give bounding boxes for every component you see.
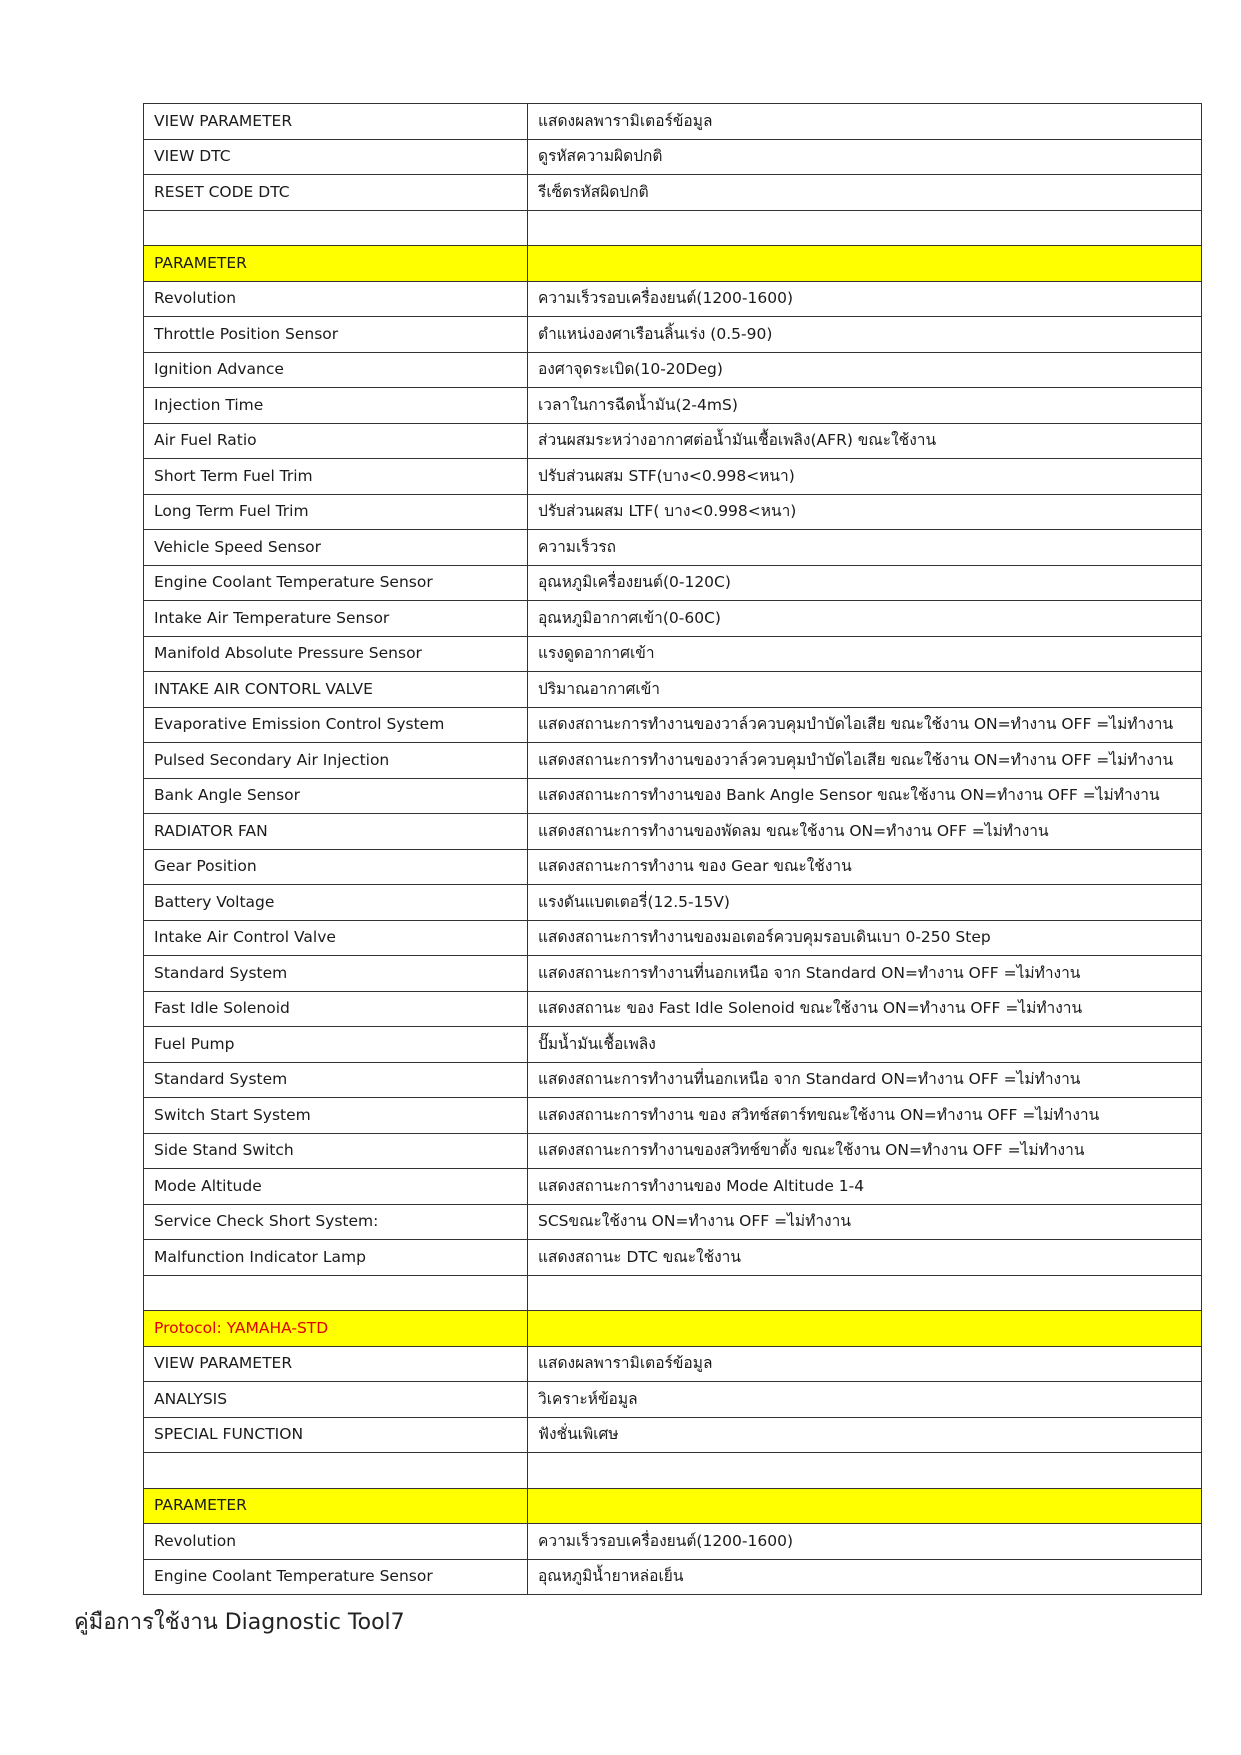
table-row [144,459,1202,495]
parameter-name-cell: PARAMETER [144,246,528,282]
parameter-description-cell: ปรับส่วนผสม STF(บาง<0.998<หนา) [528,459,1202,495]
blank-row [144,1275,1202,1311]
table-row [144,1098,1202,1134]
parameter-description-cell: แสดงสถานะการทำงาน ของ สวิทช์สตาร์ทขณะใช้งาน ON=ทำงาน OFF =ไม่ทำงาน [528,1098,1202,1134]
table-row [144,317,1202,353]
table-row [144,885,1202,921]
parameter-description-cell: อุณหภูมิอากาศเข้า(0-60C) [528,601,1202,637]
parameter-name-cell: Pulsed Secondary Air Injection [144,743,528,779]
parameter-name-cell: RESET CODE DTC [144,175,528,211]
parameter-description-cell: แสดงสถานะการทำงานของสวิทช์ขาตั้ง ขณะใช้งาน ON=ทำงาน OFF =ไม่ทำงาน [528,1133,1202,1169]
table-row [144,352,1202,388]
parameter-name-cell: Gear Position [144,849,528,885]
parameter-description-cell: แสดงผลพารามิเตอร์ข้อมูล [528,1346,1202,1382]
parameter-name-cell: Engine Coolant Temperature Sensor [144,565,528,601]
parameter-description-cell: แสดงสถานะการทำงานที่นอกเหนือ จาก Standard ON=ทำงาน OFF =ไม่ทำงาน [528,956,1202,992]
table-row [144,1417,1202,1453]
parameter-description-cell: แสดงสถานะการทำงานของมอเตอร์ควบคุมรอบเดินเบา 0-250 Step [528,920,1202,956]
parameter-description-cell: ความเร็วรอบเครื่องยนต์(1200-1600) [528,281,1202,317]
table-row [144,920,1202,956]
parameter-description-cell [528,1275,1202,1311]
parameter-name-cell: Vehicle Speed Sensor [144,530,528,566]
parameter-description-cell: ดูรหัสความผิดปกติ [528,139,1202,175]
table-row [144,636,1202,672]
parameter-name-cell: Malfunction Indicator Lamp [144,1240,528,1276]
parameter-name-cell: Bank Angle Sensor [144,778,528,814]
parameter-name-cell: Short Term Fuel Trim [144,459,528,495]
parameter-name-cell: Injection Time [144,388,528,424]
parameter-name-cell: Side Stand Switch [144,1133,528,1169]
parameter-description-cell: ปั๊มน้ำมันเชื้อเพลิง [528,1027,1202,1063]
parameter-description-cell: แสดงสถานะการทำงาน ของ Gear ขณะใช้งาน [528,849,1202,885]
table-row [144,991,1202,1027]
parameter-description-cell: แสดงสถานะการทำงานของ Bank Angle Sensor ขณะใช้งาน ON=ทำงาน OFF =ไม่ทำงาน [528,778,1202,814]
parameter-description-cell: ตำแหน่งองศาเรือนลิ้นเร่ง (0.5-90) [528,317,1202,353]
parameter-name-cell: PARAMETER [144,1488,528,1524]
parameter-name-cell: Standard System [144,956,528,992]
table-row [144,1559,1202,1595]
parameter-description-cell: SCSขณะใช้งาน ON=ทำงาน OFF =ไม่ทำงาน [528,1204,1202,1240]
parameter-description-cell: วิเคราะห์ข้อมูล [528,1382,1202,1418]
table-row [144,849,1202,885]
parameter-description-cell: เวลาในการฉีดน้ำมัน(2-4mS) [528,388,1202,424]
table-row [144,281,1202,317]
parameter-name-cell: Fuel Pump [144,1027,528,1063]
table-row [144,175,1202,211]
parameter-name-cell: Fast Idle Solenoid [144,991,528,1027]
parameter-description-cell: แสดงสถานะการทำงานของวาล์วควบคุมบำบัดไอเสีย ขณะใช้งาน ON=ทำงาน OFF =ไม่ทำงาน [528,743,1202,779]
parameter-description-cell: แสดงสถานะการทำงานของวาล์วควบคุมบำบัดไอเสีย ขณะใช้งาน ON=ทำงาน OFF =ไม่ทำงาน [528,707,1202,743]
parameter-description-cell: รีเซ็ตรหัสผิดปกติ [528,175,1202,211]
table-row [144,1240,1202,1276]
table-row [144,1382,1202,1418]
parameter-name-cell [144,210,528,246]
blank-row [144,210,1202,246]
parameter-name-cell: VIEW PARAMETER [144,1346,528,1382]
parameter-name-cell: Air Fuel Ratio [144,423,528,459]
parameter-description-cell: แสดงผลพารามิเตอร์ข้อมูล [528,104,1202,140]
parameter-name-cell: RADIATOR FAN [144,814,528,850]
parameter-description-cell: แสดงสถานะ DTC ขณะใช้งาน [528,1240,1202,1276]
parameter-description-cell: ส่วนผสมระหว่างอากาศต่อน้ำมันเชื้อเพลิง(AFR) ขณะใช้งาน [528,423,1202,459]
parameter-description-cell: ความเร็วรถ [528,530,1202,566]
table-row [144,530,1202,566]
parameter-table [143,103,1202,1595]
parameter-name-cell: Service Check Short System: [144,1204,528,1240]
protocol-header-row [144,1311,1202,1347]
parameter-table-body [144,104,1202,1595]
section-header-row [144,246,1202,282]
parameter-description-cell: ฟังชั่นเพิเศษ [528,1417,1202,1453]
parameter-description-cell [528,246,1202,282]
table-row [144,1169,1202,1205]
table-row [144,778,1202,814]
table-row [144,743,1202,779]
table-row [144,494,1202,530]
table-row [144,388,1202,424]
parameter-name-cell: Intake Air Temperature Sensor [144,601,528,637]
table-row [144,956,1202,992]
parameter-name-cell: Intake Air Control Valve [144,920,528,956]
parameter-name-cell [144,1275,528,1311]
parameter-name-cell: Protocol: YAMAHA-STD [144,1311,528,1347]
parameter-name-cell: Battery Voltage [144,885,528,921]
parameter-description-cell: แสดงสถานะการทำงานที่นอกเหนือ จาก Standard ON=ทำงาน OFF =ไม่ทำงาน [528,1062,1202,1098]
parameter-name-cell: Revolution [144,1524,528,1560]
section-header-row [144,1488,1202,1524]
table-row [144,1524,1202,1560]
table-row [144,565,1202,601]
parameter-description-cell: อุณหภูมิเครื่องยนต์(0-120C) [528,565,1202,601]
parameter-description-cell [528,1311,1202,1347]
parameter-description-cell: แสดงสถานะ ของ Fast Idle Solenoid ขณะใช้งาน ON=ทำงาน OFF =ไม่ทำงาน [528,991,1202,1027]
parameter-name-cell: Evaporative Emission Control System [144,707,528,743]
table-row [144,104,1202,140]
parameter-description-cell [528,210,1202,246]
parameter-name-cell: SPECIAL FUNCTION [144,1417,528,1453]
parameter-name-cell: Manifold Absolute Pressure Sensor [144,636,528,672]
parameter-description-cell: องศาจุดระเบิด(10-20Deg) [528,352,1202,388]
parameter-description-cell [528,1488,1202,1524]
table-row [144,1204,1202,1240]
parameter-name-cell: ANALYSIS [144,1382,528,1418]
table-row [144,1027,1202,1063]
parameter-name-cell: VIEW PARAMETER [144,104,528,140]
parameter-name-cell: INTAKE AIR CONTORL VALVE [144,672,528,708]
table-row [144,423,1202,459]
parameter-description-cell: แสดงสถานะการทำงานของ Mode Altitude 1-4 [528,1169,1202,1205]
table-row [144,139,1202,175]
parameter-name-cell: Engine Coolant Temperature Sensor [144,1559,528,1595]
parameter-name-cell: Long Term Fuel Trim [144,494,528,530]
table-row [144,707,1202,743]
parameter-name-cell: VIEW DTC [144,139,528,175]
blank-row [144,1453,1202,1489]
table-row [144,1346,1202,1382]
parameter-description-cell: แสดงสถานะการทำงานของพัดลม ขณะใช้งาน ON=ทำงาน OFF =ไม่ทำงาน [528,814,1202,850]
parameter-name-cell [144,1453,528,1489]
table-row [144,601,1202,637]
parameter-description-cell: แรงดูดอากาศเข้า [528,636,1202,672]
parameter-name-cell: Throttle Position Sensor [144,317,528,353]
table-row [144,1133,1202,1169]
parameter-description-cell: แรงดันแบตเตอรี่(12.5-15V) [528,885,1202,921]
parameter-description-cell: อุณหภูมิน้ำยาหล่อเย็น [528,1559,1202,1595]
parameter-description-cell: ปรับส่วนผสม LTF( บาง<0.998<หนา) [528,494,1202,530]
parameter-name-cell: Revolution [144,281,528,317]
table-row [144,672,1202,708]
parameter-name-cell: Standard System [144,1062,528,1098]
parameter-description-cell: ความเร็วรอบเครื่องยนต์(1200-1600) [528,1524,1202,1560]
parameter-description-cell: ปริมาณอากาศเข้า [528,672,1202,708]
parameter-name-cell: Mode Altitude [144,1169,528,1205]
parameter-name-cell: Switch Start System [144,1098,528,1134]
parameter-name-cell: Ignition Advance [144,352,528,388]
page-footer: คู่มือการใช้งาน Diagnostic Tool7 [74,1610,405,1635]
table-row [144,1062,1202,1098]
parameter-description-cell [528,1453,1202,1489]
table-row [144,814,1202,850]
